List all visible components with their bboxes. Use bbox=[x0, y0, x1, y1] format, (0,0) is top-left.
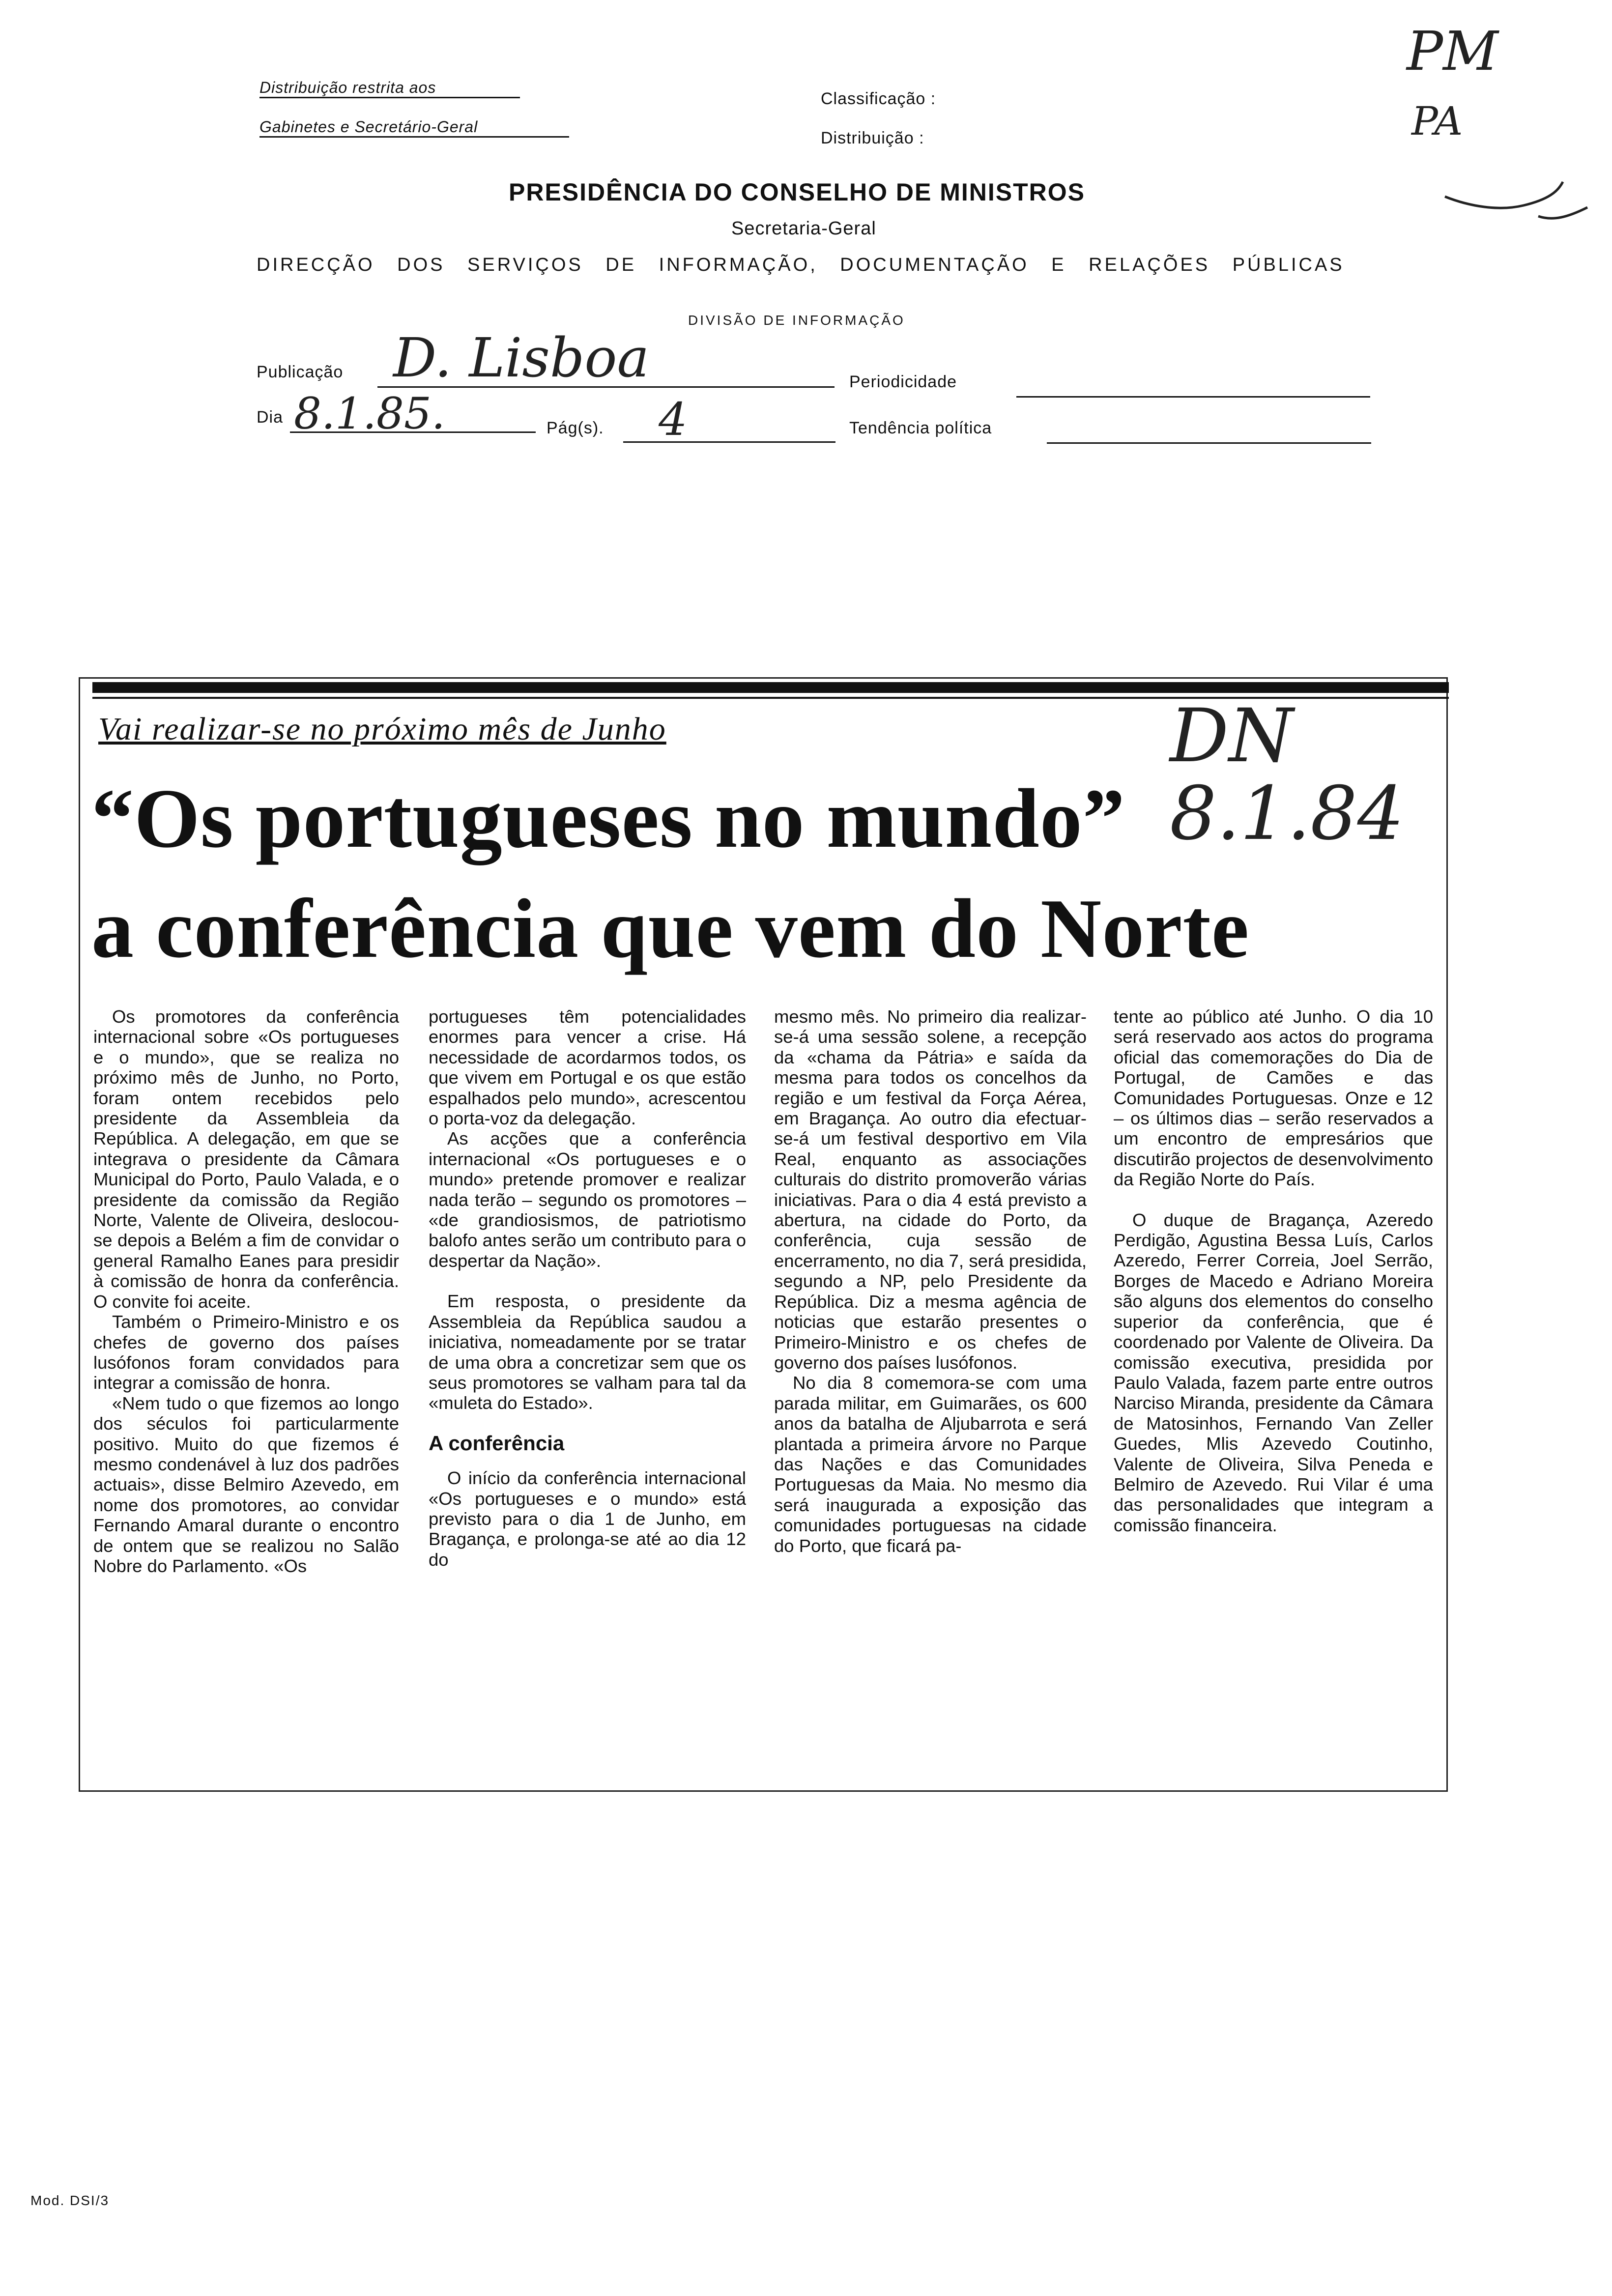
handwritten-mark-pa: PA bbox=[1411, 98, 1463, 144]
article-top-rule bbox=[92, 682, 1449, 693]
tendencia-label: Tendência política bbox=[849, 419, 992, 437]
article-kicker: Vai realizar-se no próximo mês de Junho bbox=[98, 711, 666, 747]
secretariat-title: Secretaria-Geral bbox=[731, 218, 876, 239]
col2-paragraph-3: Em resposta, o presidente da Assembleia da República saudou a iniciativa, nomeadamente por se tratar de uma obra a concretizar sem que os seus promotores se valham para tal da «muleta do Estado». bbox=[429, 1291, 746, 1413]
col1-paragraph-2: Também o Primeiro-Ministro e os chefes de governo dos países lusófonos foram convidados para integrar a comissão de honra. bbox=[93, 1312, 399, 1393]
dia-handwritten-value: 8.1.85. bbox=[294, 388, 445, 439]
col4-paragraph-1: tente ao público até Junho. O dia 10 será reservado aos actos do programa oficial das comemorações do Dia de Portugal, de Camões e das Comunidades Portuguesas. Onze e 12 – os últimos dias – serão reservados a um encontro de empresários que discutirão projectos de desenvolvimento da Região Norte do País. bbox=[1114, 1006, 1433, 1190]
periodicidade-label: Periodicidade bbox=[849, 373, 957, 391]
col4-paragraph-2: O duque de Bragança, Azeredo Perdigão, Agustina Bessa Luís, Carlos Azeredo, Ferrer Correia, Joel Serrão, Borges de Macedo e Adriano Moreira são alguns dos elementos do conselho superior da conferência, que é coordenado por Valente de Oliveira. Da comissão executiva, presidida por Paulo Valada, fazem parte entre outros Narciso Miranda, presidente da Câmara de Matosinhos, Fernando Van Zeller Guedes, Mlis Azevedo Coutinho, Valente de Oliveira, Silva Peneda e Belmiro de Azevedo. Rui Vilar é uma das personalidades que integram a comissão financeira. bbox=[1114, 1209, 1433, 1535]
classificacao-label: Classificação : bbox=[821, 89, 936, 108]
col3-paragraph-2: No dia 8 comemora-se com uma parada militar, em Guimarães, os 600 anos da batalha de Aljubarrota e será plantada a primeira árvore no Parque das Nações e das Comunidades Portuguesas da Maia. No mesmo dia será inaugurada a exposição das comunidades portuguesas na cidade do Porto, que ficará pa- bbox=[774, 1373, 1087, 1556]
col3-paragraph-1: mesmo mês. No primeiro dia realizar-se-á uma sessão solene, a recepção da «chama da Pátria» e saída da mesma para todos os concelhos da região e um festival da Força Aérea, em Bragança. Ao outro dia efectuar-se-á um festival desportivo em Vila Real, enquanto as associações culturais do distrito promoverão várias iniciativas. Para o dia 4 está previsto a abertura, na cidade do Porto, da conferência, cuja sessão de encerramento, no dia 7, será presidida, segundo a NP, pelo Presidente da República. Diz a mesma agência de noticias que estarão presentes o Primeiro-Ministro e os chefes de governo dos países lusófonos. bbox=[774, 1006, 1087, 1373]
division-title: DIVISÃO DE INFORMAÇÃO bbox=[688, 313, 905, 328]
tendencia-line bbox=[1047, 442, 1371, 444]
article-column-2 bbox=[429, 1006, 746, 1570]
col1-paragraph-3: «Nem tudo o que fizemos ao longo dos séculos foi particularmente positivo. Muito do que fizemos é mesmo condenável à luz dos padrões actuais», disse Belmiro Azevedo, em nome dos promotores, ao convidar Fernando Amaral durante o encontro de ontem que se realizou no Salão Nobre do Parlamento. «Os bbox=[93, 1393, 399, 1576]
department-title: DIRECÇÃO DOS SERVIÇOS DE INFORMAÇÃO, DOCUMENTAÇÃO E RELAÇÕES PÚBLICAS bbox=[257, 255, 1345, 275]
distribution-restriction-line2: Gabinetes e Secretário-Geral bbox=[259, 118, 569, 138]
periodicidade-line bbox=[1016, 396, 1370, 398]
form-model-code: Mod. DSI/3 bbox=[30, 2193, 110, 2208]
distribution-restriction-line1: Distribuição restrita aos bbox=[259, 79, 520, 98]
handwritten-scribble-icon bbox=[1440, 162, 1597, 231]
col2-subheading: A conferência bbox=[429, 1431, 565, 1455]
publicacao-label: Publicação bbox=[257, 363, 344, 381]
col2-paragraph-2: As acções que a conferência internacional «Os portugueses e o mundo» pretende promover e realizar nada terão – segundo os promotores – «de grandiosismos, de patriotismo balofo antes serão um contributo para o despertar da Nação». bbox=[429, 1128, 746, 1271]
article-column-4 bbox=[1114, 1006, 1433, 1535]
col2-paragraph-1: portugueses têm potencialidades enormes para vencer a crise. Há necessidade de acordarmos todos, os que vivem em Portugal e os que estão espalhados pelo mundo», acrescentou o porta-voz da delegação. bbox=[429, 1006, 746, 1129]
article-headline-line1: “Os portugueses no mundo” bbox=[91, 772, 1125, 865]
handwritten-mark-pm: PM bbox=[1407, 20, 1498, 83]
pags-label: Pág(s). bbox=[547, 419, 604, 437]
article-headline-line2: a conferência que vem do Norte bbox=[91, 882, 1250, 976]
distribuicao-label: Distribuição : bbox=[821, 129, 924, 147]
pags-handwritten-value: 4 bbox=[659, 393, 688, 446]
col2-paragraph-4: O início da conferência internacional «Os portugueses e o mundo» está previsto para o dia 1 de Junho, em Bragança, e prolonga-se até ao dia 12 do bbox=[429, 1468, 746, 1570]
dia-label: Dia bbox=[257, 408, 284, 427]
article-column-1 bbox=[93, 1006, 399, 1576]
pags-line bbox=[623, 441, 835, 443]
organization-title: PRESIDÊNCIA DO CONSELHO DE MINISTROS bbox=[509, 178, 1086, 206]
publicacao-handwritten-value: D. Lisboa bbox=[393, 326, 650, 389]
article-column-3 bbox=[774, 1006, 1087, 1556]
headline-handwritten-annotation: DN 8.1.84 bbox=[1170, 693, 1405, 857]
col1-paragraph-1: Os promotores da conferência internacional sobre «Os portugueses e o mundo», que se realiza no próximo mês de Junho, no Porto, foram ontem recebidos pelo presidente da Assembleia da República. A delegação, em que se integrava o presidente da Câmara Municipal do Porto, Paulo Valada, e o presidente da comissão da Região Norte, Valente de Oliveira, deslocou-se depois a Belém a fim de convidar o general Ramalho Eanes para presidir à comissão de honra da conferência. O convite foi aceite. bbox=[93, 1006, 399, 1312]
